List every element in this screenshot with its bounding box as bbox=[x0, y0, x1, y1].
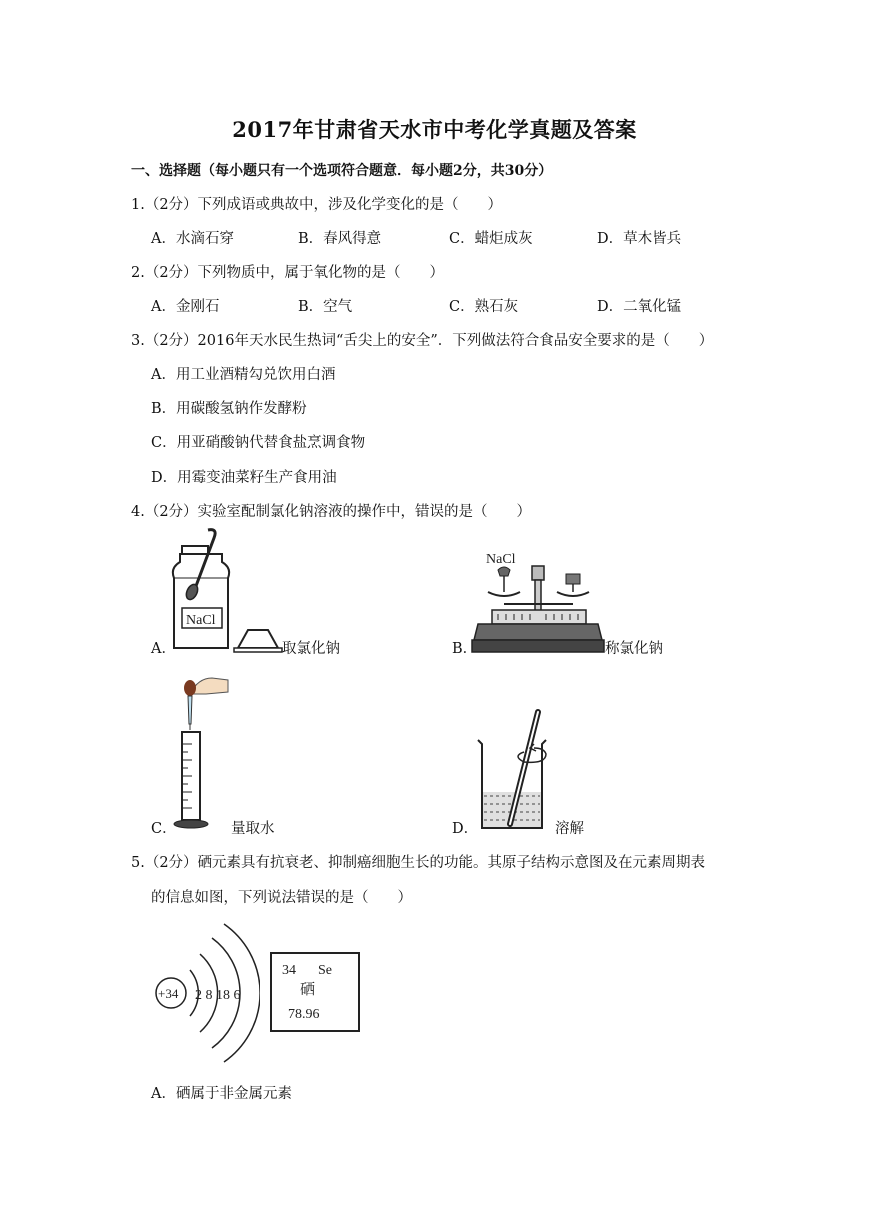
section-heading: 一、选择题（每小题只有一个选项符合题意．每小题2分，共30分） bbox=[131, 163, 553, 179]
question-4-option-a-caption: 取氯化钠 bbox=[282, 641, 340, 657]
question-5-option-a: A．硒属于非金属元素 bbox=[151, 1086, 292, 1102]
balance-scale-figure bbox=[470, 548, 605, 656]
page-title: 2017年甘肃省天水市中考化学真题及答案 bbox=[232, 117, 637, 142]
element-name: 硒 bbox=[300, 982, 316, 998]
question-2-option-d: D．二氧化锰 bbox=[597, 299, 682, 315]
balance-label-text: NaCl bbox=[486, 552, 516, 567]
question-3-option-b: B．用碳酸氢钠作发酵粉 bbox=[151, 401, 307, 417]
reagent-bottle-figure bbox=[168, 528, 283, 656]
element-atomic-number: 34 bbox=[282, 963, 296, 978]
question-2-option-b: B．空气 bbox=[298, 299, 353, 315]
question-3-stem: 3.（2分）2016年天水民生热词“舌尖上的安全”．下列做法符合食品安全要求的是（ ） bbox=[131, 333, 714, 349]
question-5-stem-line1: 5.（2分）硒元素具有抗衰老、抑制癌细胞生长的功能。其原子结构示意图及在元素周期表 bbox=[131, 855, 706, 871]
electron-shells: 2 8 18 6 bbox=[195, 988, 241, 1003]
question-3-option-a: A．用工业酒精勾兑饮用白酒 bbox=[151, 367, 336, 383]
question-1-option-a: A．水滴石穿 bbox=[151, 231, 234, 247]
question-4-option-b-caption: 称氯化钠 bbox=[605, 641, 663, 657]
question-3-option-c: C．用亚硝酸钠代替食盐烹调食物 bbox=[151, 435, 366, 451]
question-4-option-c-caption: 量取水 bbox=[231, 821, 275, 837]
nucleus-charge: +34 bbox=[158, 986, 179, 1001]
element-symbol: Se bbox=[318, 963, 332, 978]
question-4-option-d-letter: D． bbox=[452, 821, 479, 837]
atom-structure-diagram bbox=[150, 918, 260, 1074]
question-1-stem: 1.（2分）下列成语或典故中，涉及化学变化的是（ ） bbox=[131, 197, 503, 213]
question-3-option-d: D．用霉变油菜籽生产食用油 bbox=[151, 470, 337, 486]
question-4-option-d-caption: 溶解 bbox=[555, 821, 584, 837]
question-1-option-c: C．蜡炬成灰 bbox=[449, 231, 533, 247]
periodic-table-cell bbox=[270, 952, 360, 1032]
question-2-option-a: A．金刚石 bbox=[151, 299, 220, 315]
bottle-label-text: NaCl bbox=[186, 613, 216, 628]
question-4-option-b-letter: B． bbox=[452, 641, 478, 657]
question-5-stem-line2: 的信息如图，下列说法错误的是（ ） bbox=[151, 890, 412, 906]
question-4-option-c-letter: C． bbox=[151, 821, 177, 837]
question-2-stem: 2.（2分）下列物质中，属于氧化物的是（ ） bbox=[131, 265, 445, 281]
question-1-option-b: B．春风得意 bbox=[298, 231, 382, 247]
question-4-option-a-letter: A． bbox=[151, 641, 176, 657]
question-2-option-c: C．熟石灰 bbox=[449, 299, 519, 315]
element-atomic-mass: 78.96 bbox=[288, 1007, 320, 1022]
question-4-stem: 4.（2分）实验室配制氯化钠溶液的操作中，错误的是（ ） bbox=[131, 504, 532, 520]
beaker-stirring-figure bbox=[474, 708, 552, 834]
question-1-option-d: D．草木皆兵 bbox=[597, 231, 682, 247]
graduated-cylinder-figure bbox=[172, 674, 238, 832]
